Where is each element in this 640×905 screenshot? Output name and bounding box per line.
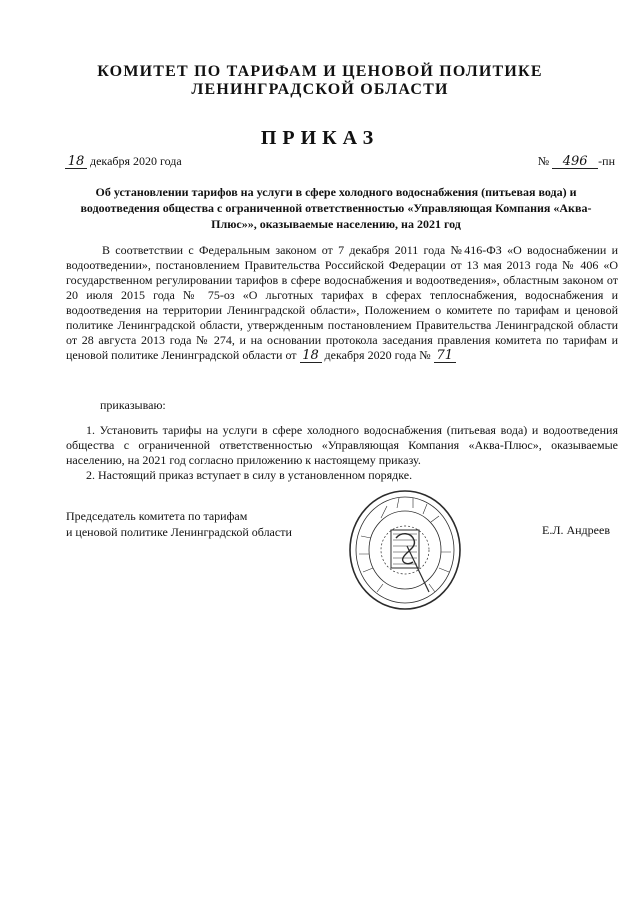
preamble-text: В соответствии с Федеральным законом от 7 декабря 2011 года №416-ФЗ «О водоснабжении и водоотведении», постановлением Правительства Российской Федерации от 13 мая 2013 года № 406 «О государственном регулировании тарифов в сфере водоснабжения и водоотведения», областным законом от 20 июля 2015 года № 75-оз «О льготных тарифах в сферах теплоснабжения, водоснабжения и водоотведения на территории Ленинградской области», Положением о комитете по тарифам и ценовой политике Ленинградской области, утвержденным постановлением Правительства Ленинградской области от 28 августа 2013 года № 274, и на основании протокола заседания правления комитета по тарифам и ценовой политике Ленинградской области от <box>66 243 618 362</box>
number-suffix: -пн <box>598 154 615 168</box>
date-day-handwritten: 18 <box>65 155 87 169</box>
document-date <box>65 154 182 169</box>
committee-name-line2: ЛЕНИНГРАДСКОЙ ОБЛАСТИ <box>191 81 449 98</box>
signatory-position-line1: Председатель комитета по тарифам <box>66 509 248 523</box>
order-items <box>66 423 618 483</box>
number-prefix: № <box>537 154 550 168</box>
order-item-1: 1. Установить тарифы на услуги в сфере холодного водоснабжения (питьевая вода) и водоотведения общества с ограниченной ответственностью «Управляющая Компания «Аква-Плюс», оказываемые населению, на 2021 год согласно приложению к настоящему приказу. <box>66 423 618 467</box>
protocol-number-handwritten: 71 <box>434 349 456 363</box>
document-subject: Об установлении тарифов на услуги в сфере холодного водоснабжения (питьевая вода) и водоотведения общества с ограниченной ответственностью «Управляющая Компания «Аква-Плюс»», оказываемые населению, на 2021 год <box>80 185 592 231</box>
number-handwritten: 496 <box>552 155 598 169</box>
protocol-day-handwritten: 18 <box>300 349 322 363</box>
document-title: ПРИКАЗ <box>260 127 380 149</box>
order-item-2: 2. Настоящий приказ вступает в силу в установленном порядке. <box>86 468 413 482</box>
order-word: приказываю: <box>100 398 166 412</box>
signatory-position-line2: и ценовой политике Ленинградской области <box>66 525 292 539</box>
protocol-date-text: декабря 2020 года № <box>324 348 431 362</box>
signatory-name: Е.Л. Андреев <box>542 523 610 537</box>
signatory-position <box>66 508 292 540</box>
official-seal-icon <box>347 488 463 612</box>
date-month-year: декабря 2020 года <box>90 154 182 168</box>
preamble <box>66 243 618 363</box>
document-number <box>538 154 615 169</box>
committee-name-line1: КОМИТЕТ ПО ТАРИФАМ И ЦЕНОВОЙ ПОЛИТИКЕ <box>97 63 543 80</box>
